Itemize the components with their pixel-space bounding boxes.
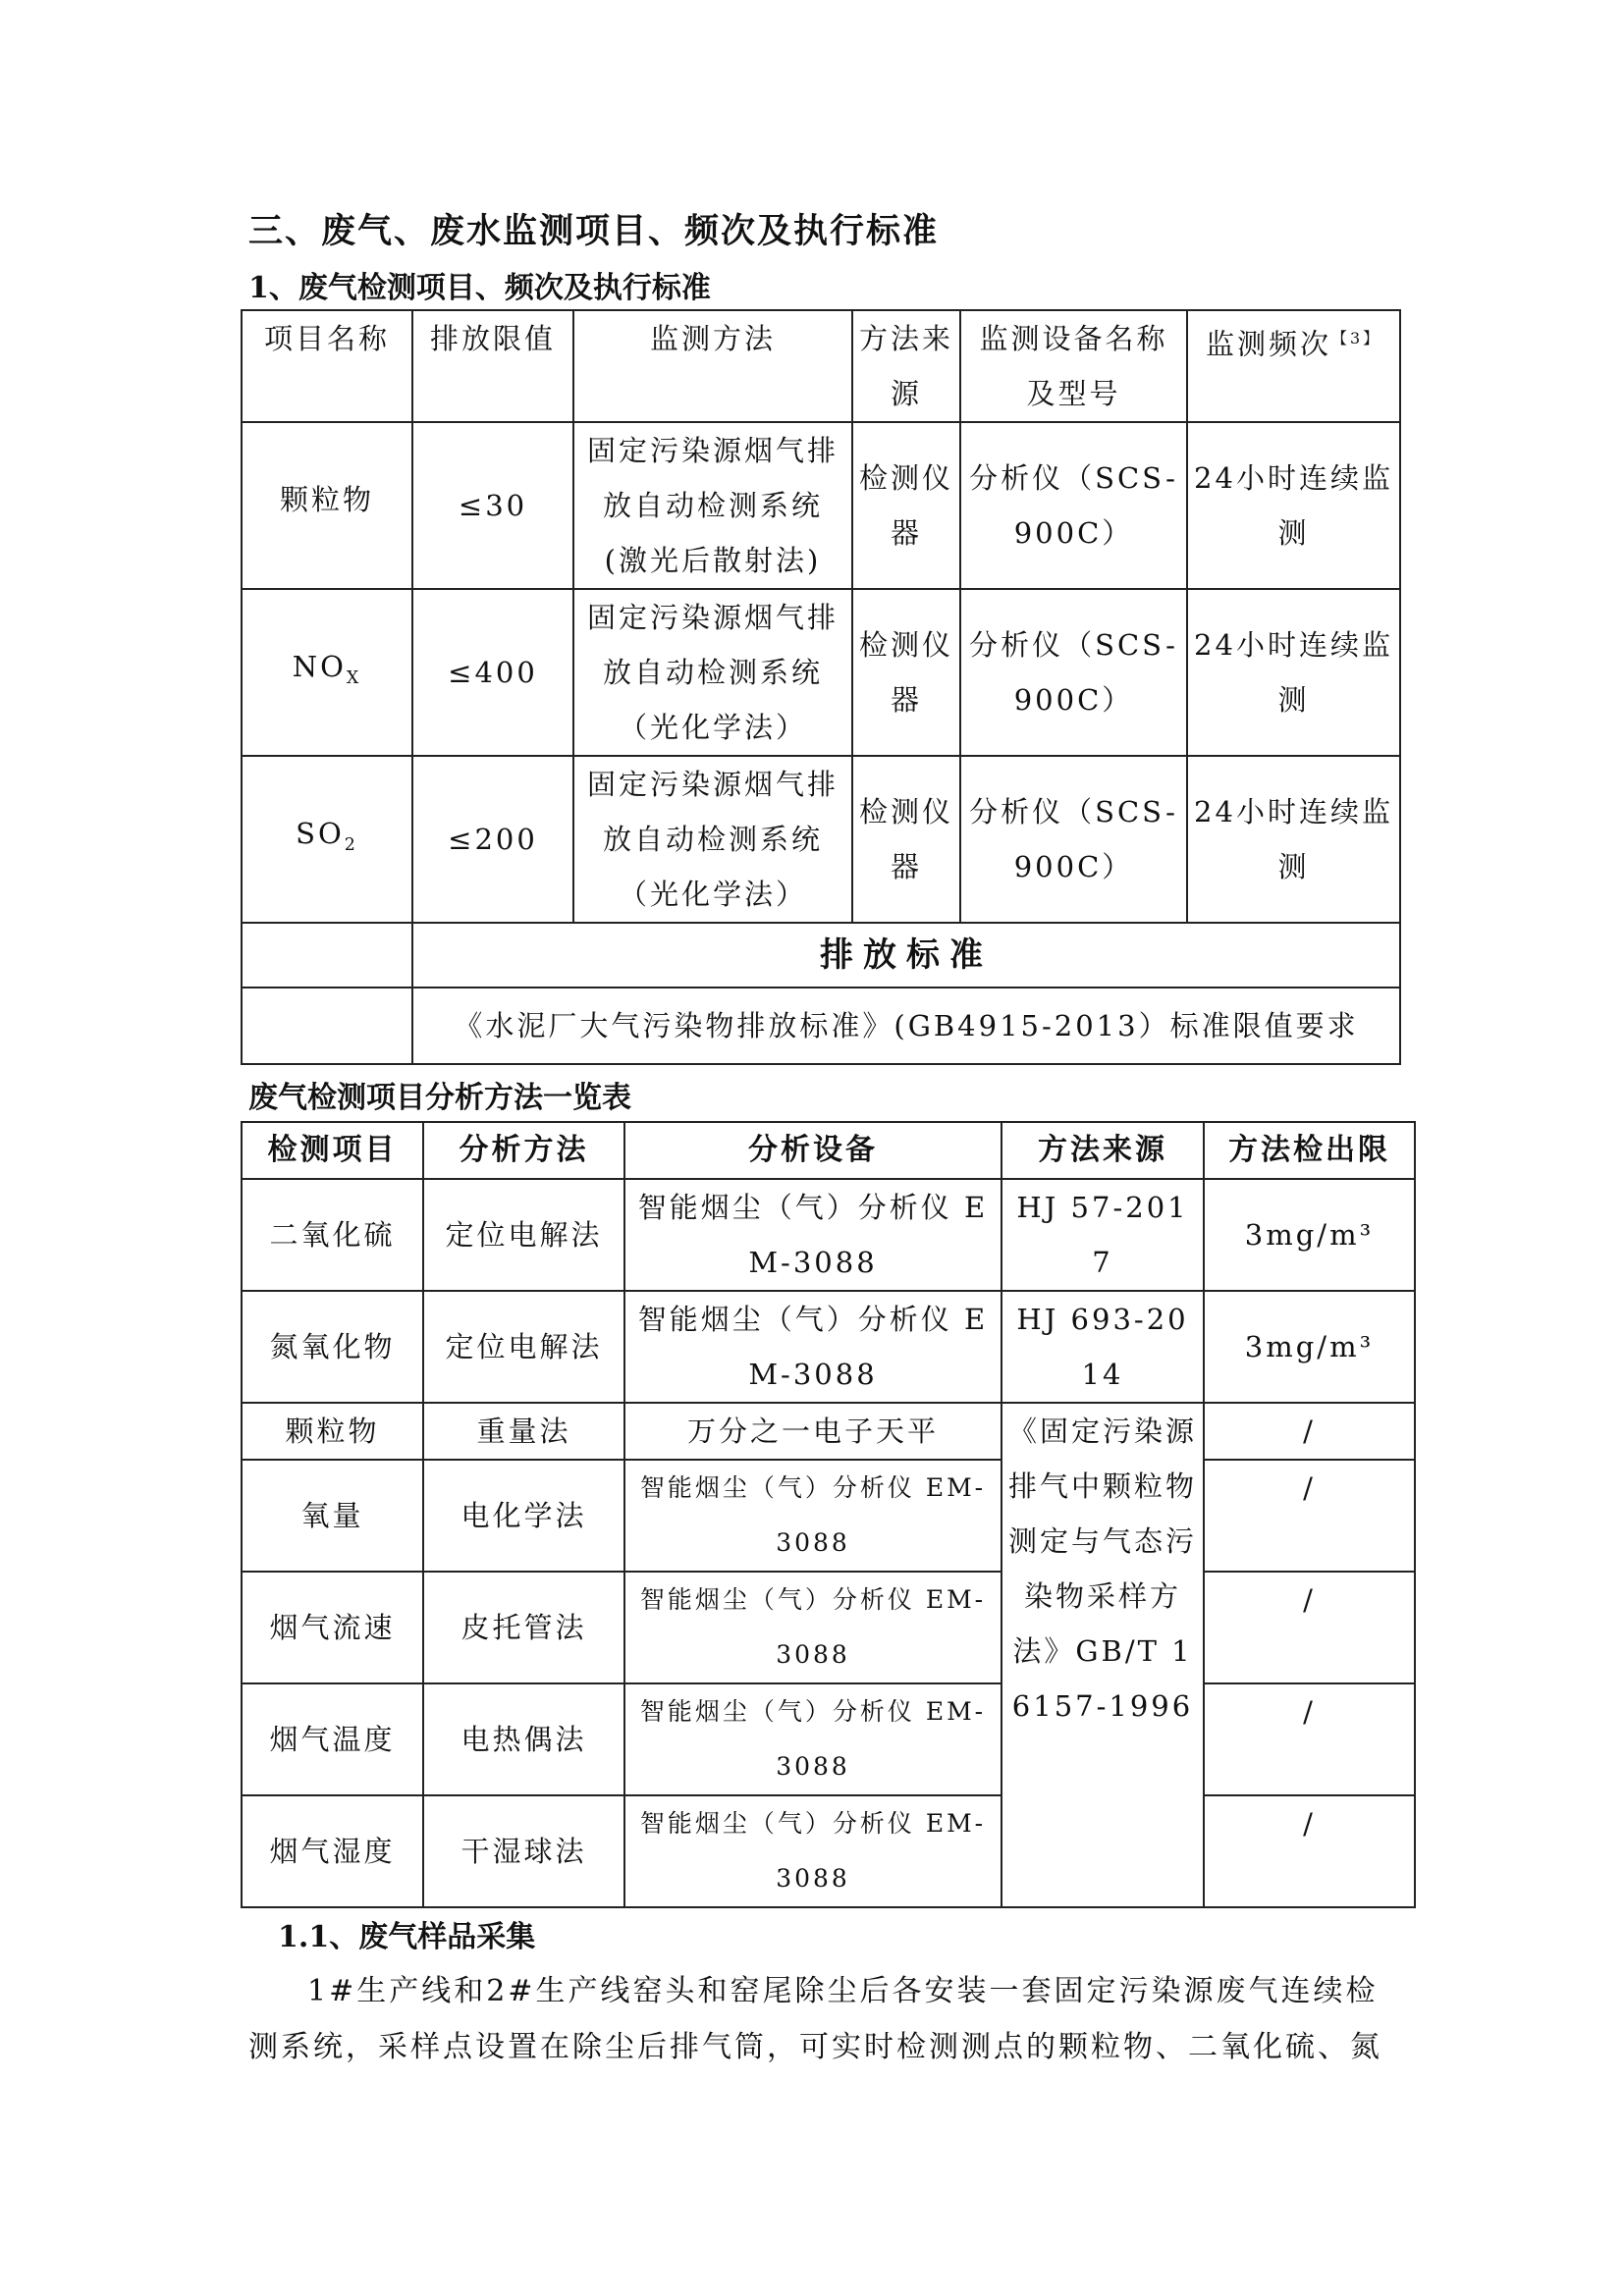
header-item: 检测项目 (242, 1122, 423, 1179)
table-row (242, 1795, 1415, 1907)
row-item-name: 颗粒物 (279, 483, 374, 517)
header-frequency-label: 监测频次 (1205, 327, 1331, 361)
empty-cell (242, 988, 412, 1064)
shared-method-source: 《固定污染源排气中颗粒物测定与气态污染物采样方法》GB/T 16157-1996 (1001, 1403, 1204, 1907)
row-method: 固定污染源烟气排放自动检测系统（光化学法） (573, 589, 852, 756)
section-title: 三、废气、废水监测项目、频次及执行标准 (248, 211, 940, 251)
row-item: 二氧化硫 (242, 1179, 423, 1291)
row-item: 氧量 (242, 1460, 423, 1572)
standard-title: 排放标准 (412, 923, 1400, 988)
table-row (242, 422, 1400, 589)
standard-text: 《水泥厂大气污染物排放标准》(GB4915-2013）标准限值要求 (412, 988, 1400, 1064)
standard-text-row (242, 988, 1400, 1064)
row-equipment: 智能烟尘（气）分析仪 EM-3088 (624, 1291, 1001, 1403)
row-item-subscript: X (346, 667, 362, 688)
header-equipment: 分析设备 (624, 1122, 1001, 1179)
emission-standards-table (241, 309, 1401, 1065)
row-limit: 3mg/m³ (1204, 1179, 1415, 1291)
header-source: 方法来源 (852, 310, 960, 422)
row-method: 固定污染源烟气排放自动检测系统(激光后散射法) (573, 422, 852, 589)
row-source: HJ 693-2014 (1001, 1291, 1204, 1403)
row-equipment: 智能烟尘（气）分析仪 EM-3088 (624, 1460, 1001, 1572)
row-method: 电热偶法 (423, 1683, 624, 1795)
row-frequency: 24小时连续监测 (1187, 756, 1400, 923)
row-limit: ≤400 (412, 589, 573, 756)
standard-title-row (242, 923, 1400, 988)
header-frequency (1187, 310, 1400, 422)
row-method: 电化学法 (423, 1460, 624, 1572)
row-equipment: 万分之一电子天平 (624, 1403, 1001, 1460)
table-row (242, 1403, 1415, 1460)
row-frequency: 24小时连续监测 (1187, 589, 1400, 756)
row-limit: / (1204, 1403, 1415, 1460)
header-method: 监测方法 (573, 310, 852, 422)
row-item: 烟气流速 (242, 1572, 423, 1683)
header-limit: 方法检出限 (1204, 1122, 1415, 1179)
sampling-title: 1.1、废气样品采集 (278, 1920, 536, 1954)
row-method: 重量法 (423, 1403, 624, 1460)
row-equipment: 智能烟尘（气）分析仪 EM-3088 (624, 1572, 1001, 1683)
row-source: 检测仪器 (852, 589, 960, 756)
row-item-subscript: 2 (344, 834, 358, 855)
row-item: 氮氧化物 (242, 1291, 423, 1403)
subsection-title: 1、废气检测项目、频次及执行标准 (248, 271, 711, 305)
table-row (242, 1460, 1415, 1572)
row-source: HJ 57-2017 (1001, 1179, 1204, 1291)
row-source: 检测仪器 (852, 422, 960, 589)
row-frequency: 24小时连续监测 (1187, 422, 1400, 589)
row-limit: ≤30 (412, 422, 573, 589)
header-item: 项目名称 (242, 310, 412, 422)
row-method: 皮托管法 (423, 1572, 624, 1683)
table-header-row (242, 310, 1400, 422)
analysis-methods-table (241, 1121, 1416, 1908)
row-limit: / (1204, 1572, 1415, 1683)
row-item-name: SO (296, 817, 345, 851)
row-item: 烟气湿度 (242, 1795, 423, 1907)
row-equipment: 分析仪（SCS-900C） (960, 756, 1187, 923)
row-limit: / (1204, 1460, 1415, 1572)
row-item (242, 756, 412, 923)
row-method: 固定污染源烟气排放自动检测系统（光化学法） (573, 756, 852, 923)
row-item: 颗粒物 (242, 1403, 423, 1460)
row-method: 定位电解法 (423, 1179, 624, 1291)
row-item (242, 589, 412, 756)
row-limit: 3mg/m³ (1204, 1291, 1415, 1403)
empty-cell (242, 923, 412, 988)
table-row (242, 756, 1400, 923)
row-equipment: 智能烟尘（气）分析仪 EM-3088 (624, 1179, 1001, 1291)
row-method: 干湿球法 (423, 1795, 624, 1907)
row-item: 烟气温度 (242, 1683, 423, 1795)
table-row (242, 589, 1400, 756)
header-limit: 排放限值 (412, 310, 573, 422)
header-method: 分析方法 (423, 1122, 624, 1179)
row-item (242, 422, 412, 589)
table-row (242, 1683, 1415, 1795)
row-limit: ≤200 (412, 756, 573, 923)
table-header-row (242, 1122, 1415, 1179)
row-item-name: NO (292, 650, 347, 684)
row-source: 检测仪器 (852, 756, 960, 923)
table2-title: 废气检测项目分析方法一览表 (248, 1081, 631, 1115)
row-equipment: 分析仪（SCS-900C） (960, 589, 1187, 756)
header-equipment: 监测设备名称及型号 (960, 310, 1187, 422)
table-row (242, 1291, 1415, 1403)
row-limit: / (1204, 1683, 1415, 1795)
row-method: 定位电解法 (423, 1291, 624, 1403)
header-source: 方法来源 (1001, 1122, 1204, 1179)
row-equipment: 分析仪（SCS-900C） (960, 422, 1187, 589)
table-row (242, 1179, 1415, 1291)
row-equipment: 智能烟尘（气）分析仪 EM-3088 (624, 1683, 1001, 1795)
row-limit: / (1204, 1795, 1415, 1907)
sampling-paragraph: 1#生产线和2#生产线窑头和窑尾除尘后各安装一套固定污染源废气连续检测系统，采样点设置在除尘后排气筒，可实时检测测点的颗粒物、二氧化硫、氮 (248, 1974, 1382, 2064)
row-equipment: 智能烟尘（气）分析仪 EM-3088 (624, 1795, 1001, 1907)
table-row (242, 1572, 1415, 1683)
footnote-marker: 【3】 (1331, 329, 1382, 347)
